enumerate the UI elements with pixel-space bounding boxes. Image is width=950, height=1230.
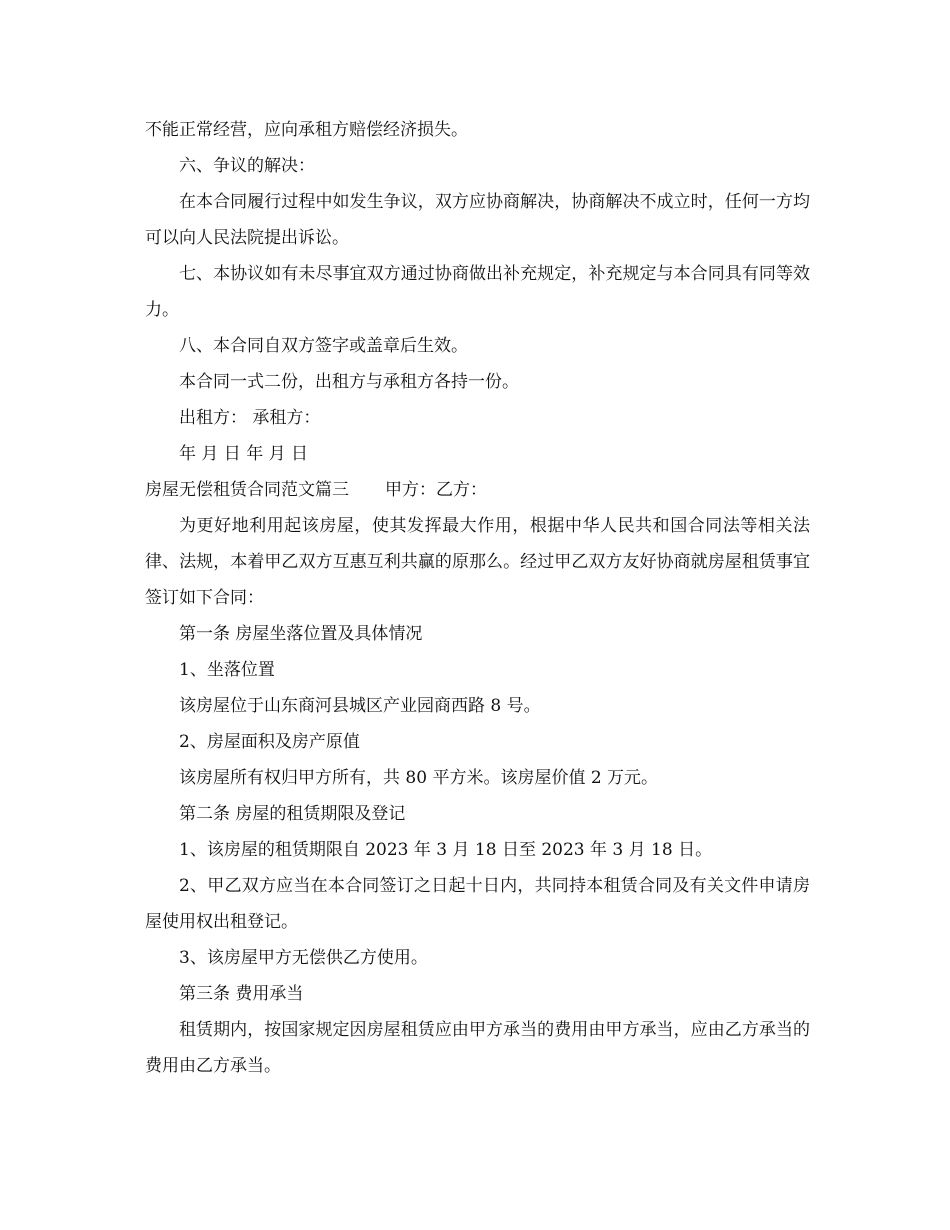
signature-parties-line: 出租方： 承租方： xyxy=(179,408,321,428)
paragraph: 1、坐落位置 xyxy=(179,660,275,680)
section-parties: 甲方：乙方： xyxy=(385,480,487,500)
paragraph: 1、该房屋的租赁期限自 2023 年 3 月 18 日至 2023 年 3 月 18 日。 xyxy=(179,840,713,860)
section-title: 房屋无偿租赁合同范文篇三 xyxy=(145,480,349,500)
article-heading: 第二条 房屋的租赁期限及登记 xyxy=(179,804,406,824)
paragraph: 在本合同履行过程中如发生争议，双方应协商解决，协商解决不成立时，任何一方均可以向人民法院提出诉讼。 xyxy=(145,192,810,248)
paragraph: 八、本合同自双方签字或盖章后生效。 xyxy=(179,336,468,356)
article-heading: 第一条 房屋坐落位置及具体情况 xyxy=(179,624,423,644)
paragraph: 2、甲乙双方应当在本合同签订之日起十日内，共同持本租赁合同及有关文件申请房屋使用权出租登记。 xyxy=(145,876,810,932)
signature-date-line: 年 月 日 年 月 日 xyxy=(179,444,309,464)
paragraph: 租赁期内，按国家规定因房屋租赁应由甲方承当的费用由甲方承当，应由乙方承当的费用由乙方承当。 xyxy=(145,1020,810,1076)
paragraph: 七、本协议如有未尽事宜双方通过协商做出补充规定，补充规定与本合同具有同等效力。 xyxy=(145,264,810,320)
paragraph: 3、该房屋甲方无偿供乙方使用。 xyxy=(179,948,428,968)
article-heading: 第三条 费用承当 xyxy=(179,984,304,1004)
document-body xyxy=(145,112,810,1084)
paragraph: 为更好地利用起该房屋，使其发挥最大作用，根据中华人民共和国合同法等相关法律、法规，本着甲乙双方互惠互利共赢的原那么。经过甲乙双方友好协商就房屋租赁事宜签订如下合同： xyxy=(145,516,810,608)
paragraph: 本合同一式二份，出租方与承租方各持一份。 xyxy=(179,372,519,392)
paragraph: 六、争议的解决： xyxy=(179,156,315,176)
paragraph: 不能正常经营，应向承租方赔偿经济损失。 xyxy=(145,120,468,140)
paragraph: 该房屋所有权归甲方所有，共 80 平方米。该房屋价值 2 万元。 xyxy=(179,768,659,788)
paragraph: 该房屋位于山东商河县城区产业园商西路 8 号。 xyxy=(179,696,541,716)
section-heading xyxy=(145,472,810,508)
paragraph: 2、房屋面积及房产原值 xyxy=(179,732,360,752)
